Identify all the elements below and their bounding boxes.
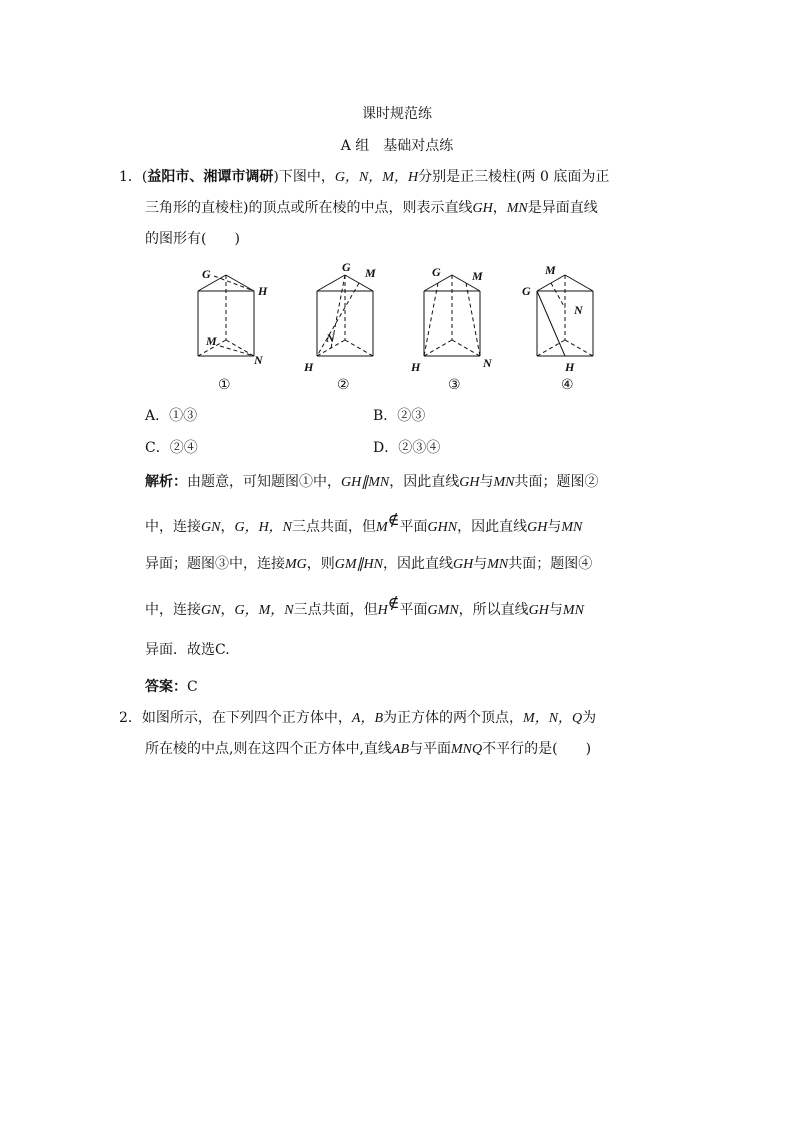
- q1-source: 益阳市、湘谭市调研: [147, 169, 274, 185]
- q1-number: 1．: [119, 169, 142, 185]
- not-in-symbol: ∉: [387, 510, 400, 529]
- fig2-label-g: G: [342, 260, 351, 274]
- fig1-label-n: N: [254, 353, 263, 367]
- fig3-label-h: H: [411, 360, 421, 374]
- fig4-label-g: G: [522, 284, 531, 298]
- fig3-label-g: G: [432, 265, 441, 279]
- fig1-caption: ①: [218, 377, 231, 393]
- prism-figures: [190, 258, 690, 398]
- explanation-line-1: 解析：由题意，可知题图①中，GH∥MN，因此直线GH与MN共面；题图②: [145, 474, 599, 490]
- fig2-label-n: N: [326, 331, 335, 345]
- q1-line-1: 1．(益阳市、湘谭市调研)下图中，G，N，M，H分别是正三棱柱(两 0 底面为正: [119, 169, 610, 185]
- fig4-label-h: H: [565, 360, 575, 374]
- fig4-label-m: M: [545, 263, 556, 277]
- fig4-label-n: N: [574, 303, 583, 317]
- fig3-label-m: M: [472, 269, 483, 283]
- answer-line: [145, 676, 198, 696]
- page-title: 课时规范练: [362, 106, 432, 122]
- fig2-label-m: M: [365, 266, 376, 280]
- explanation-line-3: 异面；题图③中，连接MG，则GM∥HN，因此直线GH与MN共面；题图④: [145, 556, 593, 572]
- fig1-label-h: H: [258, 284, 268, 298]
- fig2-label-h: H: [304, 360, 314, 374]
- q1-line-2: 三角形的直棱柱)的顶点或所在棱的中点，则表示直线GH，MN是异面直线: [145, 200, 598, 216]
- q2-line-2: 所在棱的中点,则在这四个正方体中,直线AB与平面MNQ不平行的是( ): [145, 741, 592, 757]
- figure-4-prism: [537, 275, 593, 356]
- fig1-label-g: G: [202, 267, 211, 281]
- option-d: D．②③④: [373, 440, 441, 456]
- group-heading: A 组 基础对点练: [340, 138, 454, 154]
- explanation-label: 解析：: [145, 474, 187, 490]
- fig1-label-m: M: [206, 334, 217, 348]
- answer-value: C: [187, 679, 198, 695]
- explanation-answer: C.: [215, 642, 230, 658]
- option-a: A．①③: [145, 408, 198, 424]
- explanation-line-4: 中，连接GN，G，M，N三点共面，但H∉平面GMN，所以直线GH与MN: [145, 593, 584, 618]
- option-c: C．②④: [145, 440, 198, 456]
- figure-3-prism: [424, 275, 480, 356]
- q1-line-3: 的图形有( ): [145, 231, 240, 247]
- explanation-line-2: 中，连接GN，G，H，N三点共面，但M∉平面GHN，因此直线GH与MN: [145, 510, 583, 535]
- answer-label: 答案：: [145, 679, 187, 695]
- fig3-caption: ③: [448, 377, 461, 393]
- fig3-label-n: N: [483, 356, 492, 370]
- explanation-line-5: 异面．故选C.: [145, 642, 230, 658]
- fig4-caption: ④: [561, 377, 574, 393]
- q2-line-1: 2．如图所示，在下列四个正方体中，A，B为正方体的两个顶点，M，N，Q为: [119, 710, 597, 726]
- option-b: B．②③: [373, 408, 426, 424]
- fig2-caption: ②: [337, 377, 350, 393]
- not-in-symbol: ∉: [387, 593, 400, 612]
- q2-number: 2．: [119, 710, 142, 726]
